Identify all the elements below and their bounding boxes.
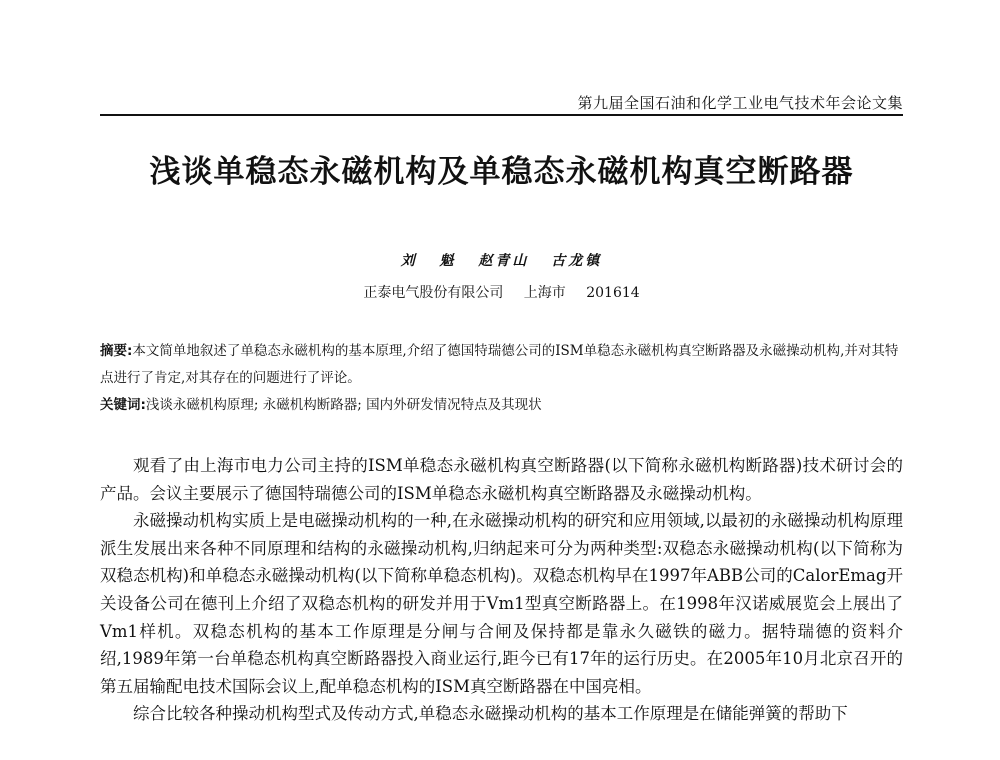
abstract-block	[100, 338, 903, 419]
body-paragraph: 综合比较各种操动机构型式及传动方式,单稳态永磁操动机构的基本工作原理是在储能弹簧的帮助下	[133, 704, 848, 724]
abstract-text: 本文简单地叙述了单稳态永磁机构的基本原理,介绍了德国特瑞德公司的ISM单稳态永磁机构真空断路器及永磁操动机构,并对其特点进行了肯定,对其存在的问题进行了评论。	[100, 343, 899, 386]
keywords-label: 关键词:	[100, 397, 146, 413]
header-rule	[100, 114, 903, 116]
body-paragraph: 永磁操动机构实质上是电磁操动机构的一种,在永磁操动机构的研究和应用领域,以最初的永磁操动机构原理派生发展出来各种不同原理和结构的永磁操动机构,归纳起来可分为两种类型:双稳态永磁操动机构(以下简称为双稳态机构)和单稳态永磁操动机构(以下简称单稳态机构)。双稳态机构早在1997年ABB公司的CalorEmag开关设备公司在德刊上介绍了双稳态机构的研发并用于Vm1型真空断路器上。在1998年汉诺威展览会上展出了Vm1样机。双稳态机构的基本工作原理是分闸与合闸及保持都是靠永久磁铁的磁力。据特瑞德的资料介绍,1989年第一台单稳态机构真空断路器投入商业运行,距今已有17年的运行历史。在2005年10月北京召开的第五届输配电技术国际会议上,配单稳态机构的ISM真空断路器在中国亮相。	[100, 511, 903, 696]
keywords	[100, 392, 903, 419]
paper-affiliation: 正泰电气股份有限公司 上海市 201614	[363, 285, 640, 301]
paper-title: 浅谈单稳态永磁机构及单稳态永磁机构真空断路器	[149, 154, 854, 190]
paper-authors: 刘 魁 赵青山 古龙镇	[400, 253, 603, 269]
body-paragraph: 观看了由上海市电力公司主持的ISM单稳态永磁机构真空断路器(以下简称永磁机构断路器)技术研讨会的产品。会议主要展示了德国特瑞德公司的ISM单稳态永磁机构真空断路器及永磁操动机构。	[100, 456, 903, 503]
abstract	[100, 338, 903, 392]
body-text	[100, 452, 903, 728]
abstract-label: 摘要:	[100, 343, 133, 359]
running-header: 第九届全国石油和化学工业电气技术年会论文集	[577, 94, 903, 112]
keywords-text: 浅谈永磁机构原理; 永磁机构断路器; 国内外研发情况特点及其现状	[145, 397, 542, 413]
